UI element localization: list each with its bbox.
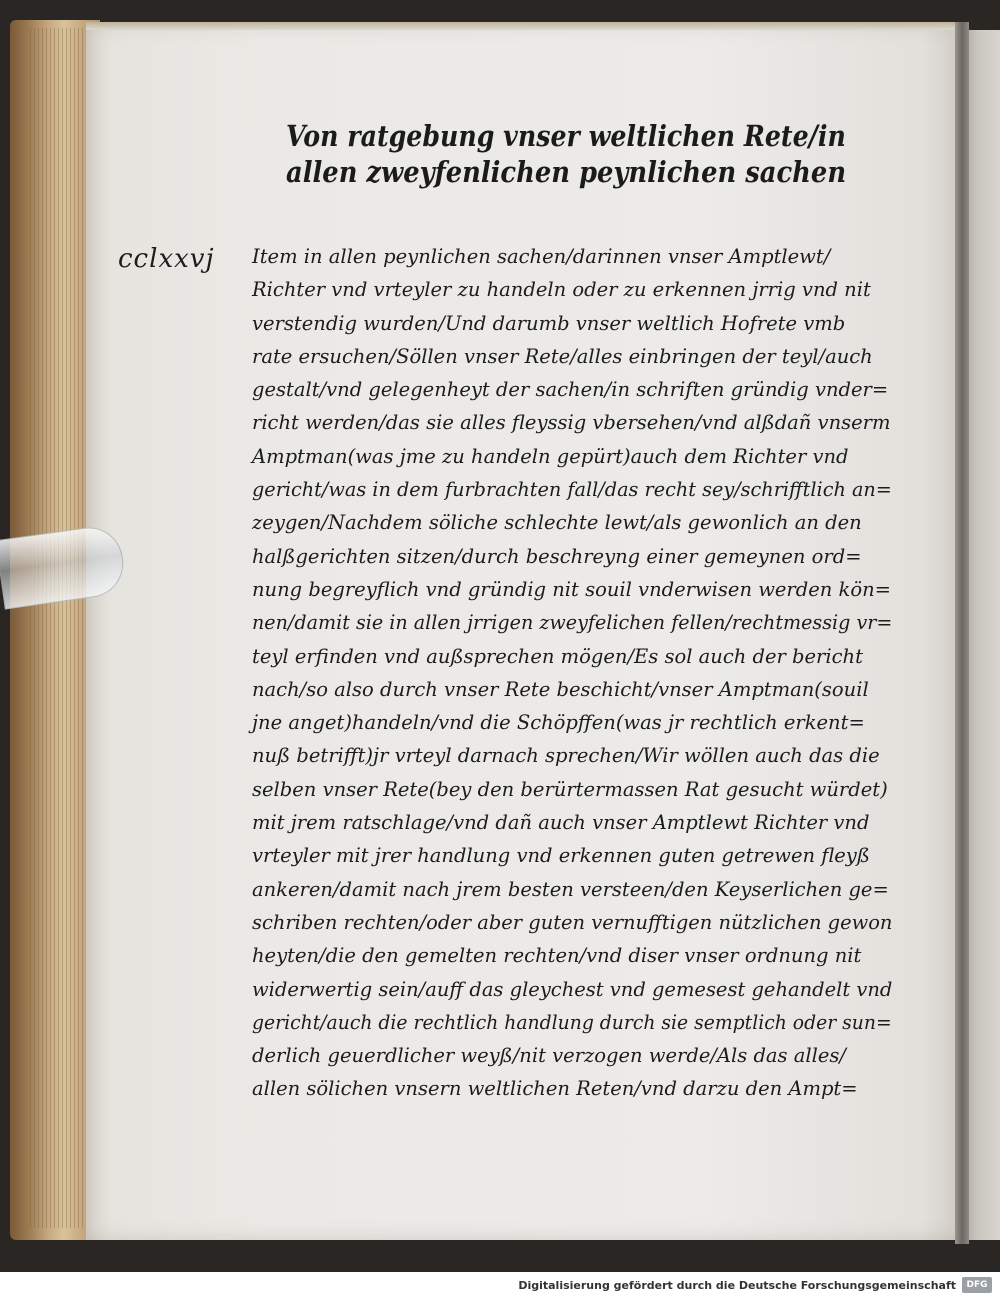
heading-line-2: allen zweyfenlichen peynlichen sachen — [286, 155, 847, 189]
body-line: Item in allen peynlichen sachen/darinnen vnser Amptlewt/ — [252, 245, 831, 268]
heading-line-1: Von ratgebung vnser weltlichen Rete/in — [286, 119, 846, 153]
body-line: halßgerichten sitzen/durch beschreyng einer gemeynen ord= — [252, 544, 862, 568]
body-line: teyl erfinden vnd außsprechen mögen/Es sol auch der bericht — [252, 644, 863, 668]
body-line: Richter vnd vrteyler zu handeln oder zu erkennen jrrig vnd nit — [252, 278, 871, 302]
body-line: ankeren/damit nach jrem besten versteen/den Keyserlichen ge= — [252, 877, 889, 901]
body-line: nach/so also durch vnser Rete beschicht/vnser Amptman(souil — [252, 677, 869, 701]
body-line: gericht/was in dem furbrachten fall/das recht sey/schrifftlich an= — [252, 478, 892, 502]
dfg-logo-icon: DFG — [962, 1277, 992, 1293]
body-line: richt werden/das sie alles fleyssig vbersehen/vnd alßdañ vnserm — [252, 411, 891, 435]
body-line: allen sölichen vnsern weltlichen Reten/vnd darzu den Ampt= — [252, 1077, 858, 1101]
body-line: Amptman(was jme zu handeln gepürt)auch dem Richter vnd — [252, 444, 849, 468]
body-line: nen/damit sie in allen jrrigen zweyfelichen fellen/rechtmessig vr= — [252, 611, 893, 635]
body-line: zeygen/Nachdem söliche schlechte lewt/als gewonlich an den — [252, 511, 862, 535]
body-line: nung begreyflich vnd gründig nit souil vnderwisen werden kön= — [252, 577, 891, 601]
funding-credit: Digitalisierung gefördert durch die Deutsche Forschungsgemeinschaft — [518, 1279, 956, 1292]
marginal-article-number: cclxxvj — [118, 244, 215, 274]
body-line: gestalt/vnd gelegenheyt der sachen/in schriften gründig vnder= — [252, 378, 889, 402]
page-stack-lines — [30, 28, 90, 1228]
body-line: rate ersuchen/Söllen vnser Rete/alles einbringen der teyl/auch — [252, 344, 873, 368]
body-text — [252, 240, 892, 1106]
body-line: gericht/auch die rechtlich handlung durch sie semptlich oder sun= — [252, 1010, 892, 1034]
body-line: mit jrem ratschlage/vnd dañ auch vnser Amptlewt Richter vnd — [252, 811, 870, 835]
body-line: nuß betrifft)jr vrteyl darnach sprechen/Wir wöllen auch das die — [252, 744, 880, 768]
footer-bar — [0, 1272, 1000, 1300]
body-line: vrteyler mit jrer handlung vnd erkennen guten getrewen fleyß — [252, 844, 870, 868]
page-top-edge — [86, 22, 966, 30]
body-line: jne anget)handeln/vnd die Schöpffen(was jr rechtlich erkent= — [252, 711, 865, 735]
section-heading — [286, 118, 886, 190]
body-line: derlich geuerdlicher weyß/nit verzogen werde/Als das alles/ — [252, 1044, 846, 1068]
body-line: verstendig wurden/Und darumb vnser weltlich Hofrete vmb — [252, 311, 846, 335]
body-line: schriben rechten/oder aber guten vernufftigen nützlichen gewon — [252, 910, 893, 934]
body-line: selben vnser Rete(bey den berürtermassen Rat gesucht würdet) — [252, 777, 888, 801]
body-line: widerwertig sein/auff das gleychest vnd gemesest gehandelt vnd — [252, 977, 893, 1001]
book-gutter — [955, 22, 969, 1244]
body-line: heyten/die den gemelten rechten/vnd diser vnser ordnung nit — [252, 944, 862, 968]
